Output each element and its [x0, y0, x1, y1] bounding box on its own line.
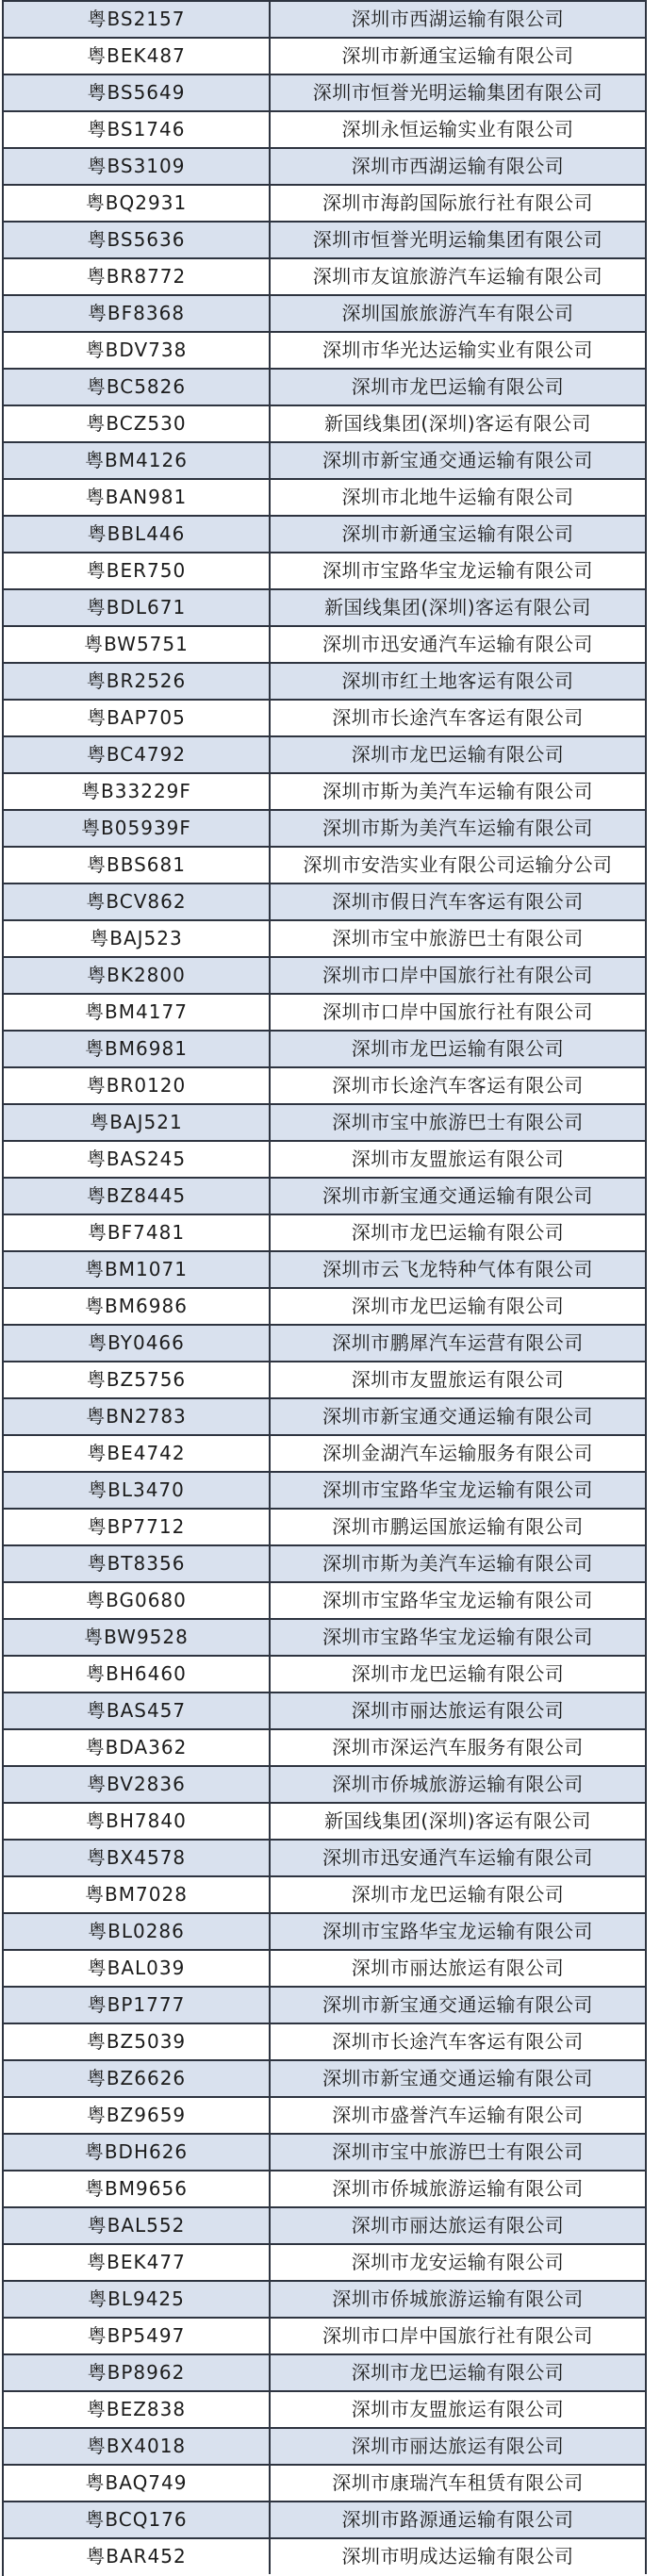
table-row: [4, 2280, 647, 2317]
table-row: [4, 1692, 647, 1728]
plate-cell: 粤BH6460: [4, 1657, 271, 1692]
company-cell: 深圳市宝路华宝龙运输有限公司: [271, 553, 647, 588]
plate-cell: 粤BCZ530: [4, 406, 271, 441]
company-cell: 深圳市龙巴运输有限公司: [271, 737, 647, 772]
plate-cell: 粤BQ2931: [4, 186, 271, 221]
plate-cell: 粤BR2526: [4, 664, 271, 699]
company-cell: 深圳市长途汽车客运有限公司: [271, 2024, 647, 2059]
company-cell: 深圳市口岸中国旅行社有限公司: [271, 958, 647, 993]
plate-cell: 粤BH7840: [4, 1804, 271, 1839]
company-cell: 深圳市友盟旅运有限公司: [271, 1142, 647, 1177]
plate-cell: 粤BC5826: [4, 370, 271, 405]
plate-cell: 粤BC4792: [4, 737, 271, 772]
table-row: [4, 2023, 647, 2059]
table-row: [4, 588, 647, 625]
table-row: [4, 184, 647, 221]
table-row: [4, 809, 647, 846]
company-cell: 深圳市宝中旅游巴士有限公司: [271, 1105, 647, 1140]
plate-cell: 粤BK2800: [4, 958, 271, 993]
company-cell: 深圳市宝路华宝龙运输有限公司: [271, 1914, 647, 1949]
table-row: [4, 2243, 647, 2280]
plate-cell: 粤BDV738: [4, 333, 271, 368]
plate-cell: 粤BS5636: [4, 223, 271, 257]
table-row: [4, 1250, 647, 1287]
plate-cell: 粤BAS245: [4, 1142, 271, 1177]
plate-cell: 粤BZ6626: [4, 2061, 271, 2096]
table-row: [4, 1434, 647, 1471]
plate-cell: 粤BM6981: [4, 1032, 271, 1066]
plate-cell: 粤BBL446: [4, 517, 271, 552]
plate-cell: 粤BS2157: [4, 2, 271, 37]
table-row: [4, 2317, 647, 2353]
table-row: [4, 1103, 647, 1140]
table-row: [4, 147, 647, 184]
company-cell: 深圳市丽达旅运有限公司: [271, 2429, 647, 2464]
company-cell: 深圳市侨城旅游运输有限公司: [271, 2282, 647, 2317]
company-cell: 深圳市新通宝运输有限公司: [271, 517, 647, 552]
company-cell: 深圳市口岸中国旅行社有限公司: [271, 995, 647, 1030]
table-row: [4, 294, 647, 331]
plate-cell: 粤BX4018: [4, 2429, 271, 2464]
plate-cell: 粤BAJ521: [4, 1105, 271, 1140]
plate-cell: 粤B33229F: [4, 774, 271, 809]
table-row: [4, 257, 647, 294]
company-cell: 深圳市丽达旅运有限公司: [271, 1693, 647, 1728]
company-cell: 深圳市北地牛运输有限公司: [271, 480, 647, 515]
company-cell: 深圳市龙安运输有限公司: [271, 2245, 647, 2280]
plate-cell: 粤BS3109: [4, 149, 271, 184]
company-cell: 深圳市侨城旅游运输有限公司: [271, 1767, 647, 1802]
plate-cell: 粤BAP705: [4, 701, 271, 735]
plate-cell: 粤BL3470: [4, 1473, 271, 1508]
company-cell: 深圳市深运汽车服务有限公司: [271, 1730, 647, 1765]
company-cell: 深圳市云飞龙特种气体有限公司: [271, 1252, 647, 1287]
company-cell: 深圳市丽达旅运有限公司: [271, 2208, 647, 2243]
table-row: [4, 2096, 647, 2133]
company-cell: 深圳市侨城旅游运输有限公司: [271, 2171, 647, 2206]
company-cell: 深圳市恒誉光明运输集团有限公司: [271, 75, 647, 110]
table-row: [4, 1397, 647, 1434]
table-row: [4, 2206, 647, 2243]
table-row: [4, 1361, 647, 1397]
table-row: [4, 368, 647, 405]
table-row: [4, 699, 647, 735]
table-row: [4, 1508, 647, 1544]
plate-cell: 粤BF7481: [4, 1215, 271, 1250]
company-cell: 深圳市华光达运输实业有限公司: [271, 333, 647, 368]
company-cell: 深圳市龙巴运输有限公司: [271, 1289, 647, 1324]
table-row: [4, 1839, 647, 1875]
table-row: [4, 919, 647, 956]
plate-cell: 粤BL0286: [4, 1914, 271, 1949]
table-row: [4, 2170, 647, 2206]
table-row: [4, 883, 647, 919]
company-cell: 深圳市红土地客运有限公司: [271, 664, 647, 699]
plate-cell: 粤BAL552: [4, 2208, 271, 2243]
company-cell: 深圳市友盟旅运有限公司: [271, 1362, 647, 1397]
table-row: [4, 221, 647, 257]
company-cell: 深圳市明成达运输有限公司: [271, 2539, 647, 2574]
plate-cell: 粤BR8772: [4, 259, 271, 294]
company-cell: 深圳市迅安通汽车运输有限公司: [271, 627, 647, 662]
plate-cell: 粤BCV862: [4, 884, 271, 919]
plate-cell: 粤B05939F: [4, 811, 271, 846]
company-cell: 深圳市西湖运输有限公司: [271, 2, 647, 37]
table-row: [4, 846, 647, 883]
plate-table: [2, 0, 647, 2576]
company-cell: 深圳市新宝通交通运输有限公司: [271, 443, 647, 478]
table-row: [4, 1728, 647, 1765]
company-cell: 深圳金湖汽车运输服务有限公司: [271, 1436, 647, 1471]
plate-cell: 粤BF8368: [4, 296, 271, 331]
plate-cell: 粤BR0120: [4, 1068, 271, 1103]
table-row: [4, 1471, 647, 1508]
plate-cell: 粤BE4742: [4, 1436, 271, 1471]
plate-cell: 粤BL9425: [4, 2282, 271, 2317]
table-row: [4, 110, 647, 147]
company-cell: 深圳市海韵国际旅行社有限公司: [271, 186, 647, 221]
company-cell: 深圳市恒誉光明运输集团有限公司: [271, 223, 647, 257]
table-row: [4, 478, 647, 515]
table-row: [4, 405, 647, 441]
table-row: [4, 1765, 647, 1802]
plate-cell: 粤BP7712: [4, 1510, 271, 1544]
company-cell: 深圳市口岸中国旅行社有限公司: [271, 2319, 647, 2353]
company-cell: 深圳市康瑞汽车租赁有限公司: [271, 2466, 647, 2501]
plate-cell: 粤BZ5756: [4, 1362, 271, 1397]
company-cell: 深圳市新宝通交通运输有限公司: [271, 2061, 647, 2096]
table-row: [4, 1066, 647, 1103]
table-row: [4, 515, 647, 552]
plate-cell: 粤BAQ749: [4, 2466, 271, 2501]
table-row: [4, 1544, 647, 1581]
plate-cell: 粤BW5751: [4, 627, 271, 662]
company-cell: 深圳市西湖运输有限公司: [271, 149, 647, 184]
plate-cell: 粤BM6986: [4, 1289, 271, 1324]
table-row: [4, 2390, 647, 2427]
plate-cell: 粤BX4578: [4, 1841, 271, 1875]
plate-cell: 粤BM4177: [4, 995, 271, 1030]
company-cell: 深圳永恒运输实业有限公司: [271, 112, 647, 147]
company-cell: 深圳市宝路华宝龙运输有限公司: [271, 1473, 647, 1508]
plate-cell: 粤BM9656: [4, 2171, 271, 2206]
company-cell: 深圳市长途汽车客运有限公司: [271, 701, 647, 735]
company-cell: 深圳市友盟旅运有限公司: [271, 2392, 647, 2427]
company-cell: 深圳市斯为美汽车运输有限公司: [271, 811, 647, 846]
company-cell: 深圳市鹏运国旅运输有限公司: [271, 1510, 647, 1544]
plate-cell: 粤BM1071: [4, 1252, 271, 1287]
table-row: [4, 1581, 647, 1618]
company-cell: 深圳市迅安通汽车运输有限公司: [271, 1841, 647, 1875]
table-row: [4, 1875, 647, 1912]
plate-cell: 粤BZ5039: [4, 2024, 271, 2059]
plate-cell: 粤BS1746: [4, 112, 271, 147]
table-row: [4, 1140, 647, 1177]
table-row: [4, 2537, 647, 2574]
plate-cell: 粤BER750: [4, 553, 271, 588]
company-cell: 深圳市斯为美汽车运输有限公司: [271, 774, 647, 809]
company-cell: 深圳市新宝通交通运输有限公司: [271, 1179, 647, 1214]
company-cell: 深圳市新宝通交通运输有限公司: [271, 1988, 647, 2023]
plate-cell: 粤BEK477: [4, 2245, 271, 2280]
company-cell: 深圳市鹏犀汽车运营有限公司: [271, 1326, 647, 1361]
table-row: [4, 0, 647, 37]
plate-cell: 粤BDA362: [4, 1730, 271, 1765]
company-cell: 新国线集团(深圳)客运有限公司: [271, 406, 647, 441]
plate-cell: 粤BDL671: [4, 590, 271, 625]
company-cell: 深圳市丽达旅运有限公司: [271, 1951, 647, 1986]
plate-cell: 粤BDH626: [4, 2135, 271, 2170]
plate-cell: 粤BG0680: [4, 1583, 271, 1618]
company-cell: 深圳市斯为美汽车运输有限公司: [271, 1546, 647, 1581]
plate-cell: 粤BP5497: [4, 2319, 271, 2353]
plate-cell: 粤BY0466: [4, 1326, 271, 1361]
company-cell: 深圳市盛誉汽车运输有限公司: [271, 2098, 647, 2133]
plate-cell: 粤BAS457: [4, 1693, 271, 1728]
table-row: [4, 1177, 647, 1214]
plate-cell: 粤BAL039: [4, 1951, 271, 1986]
table-row: [4, 1802, 647, 1839]
table-row: [4, 2464, 647, 2501]
company-cell: 深圳市龙巴运输有限公司: [271, 370, 647, 405]
company-cell: 深圳市假日汽车客运有限公司: [271, 884, 647, 919]
plate-cell: 粤BAN981: [4, 480, 271, 515]
table-row: [4, 2059, 647, 2096]
company-cell: 深圳市龙巴运输有限公司: [271, 1032, 647, 1066]
plate-cell: 粤BM7028: [4, 1877, 271, 1912]
table-row: [4, 1287, 647, 1324]
plate-cell: 粤BAR452: [4, 2539, 271, 2574]
company-cell: 深圳市长途汽车客运有限公司: [271, 1068, 647, 1103]
company-cell: 新国线集团(深圳)客运有限公司: [271, 1804, 647, 1839]
plate-cell: 粤BEZ838: [4, 2392, 271, 2427]
plate-cell: 粤BP1777: [4, 1988, 271, 2023]
plate-cell: 粤BP8962: [4, 2355, 271, 2390]
company-cell: 深圳市新宝通交通运输有限公司: [271, 1399, 647, 1434]
table-row: [4, 552, 647, 588]
company-cell: 深圳市安浩实业有限公司运输分公司: [271, 848, 647, 883]
table-row: [4, 772, 647, 809]
company-cell: 新国线集团(深圳)客运有限公司: [271, 590, 647, 625]
plate-cell: 粤BT8356: [4, 1546, 271, 1581]
plate-cell: 粤BM4126: [4, 443, 271, 478]
company-cell: 深圳市龙巴运输有限公司: [271, 2355, 647, 2390]
plate-cell: 粤BZ8445: [4, 1179, 271, 1214]
company-cell: 深圳市宝中旅游巴士有限公司: [271, 2135, 647, 2170]
table-row: [4, 1030, 647, 1066]
company-cell: 深圳市宝路华宝龙运输有限公司: [271, 1620, 647, 1655]
plate-cell: 粤BV2836: [4, 1767, 271, 1802]
table-row: [4, 2501, 647, 2537]
company-cell: 深圳市龙巴运输有限公司: [271, 1215, 647, 1250]
table-row: [4, 2133, 647, 2170]
company-cell: 深圳市路源通运输有限公司: [271, 2502, 647, 2537]
table-row: [4, 1949, 647, 1986]
table-row: [4, 331, 647, 368]
company-cell: 深圳市宝中旅游巴士有限公司: [271, 921, 647, 956]
table-row: [4, 956, 647, 993]
plate-cell: 粤BZ9659: [4, 2098, 271, 2133]
plate-cell: 粤BCQ176: [4, 2502, 271, 2537]
table-row: [4, 74, 647, 110]
table-row: [4, 1618, 647, 1655]
table-row: [4, 37, 647, 74]
plate-cell: 粤BS5649: [4, 75, 271, 110]
company-cell: 深圳市龙巴运输有限公司: [271, 1657, 647, 1692]
table-row: [4, 441, 647, 478]
plate-cell: 粤BW9528: [4, 1620, 271, 1655]
company-cell: 深圳市新通宝运输有限公司: [271, 39, 647, 74]
table-row: [4, 993, 647, 1030]
table-row: [4, 2353, 647, 2390]
company-cell: 深圳国旅旅游汽车有限公司: [271, 296, 647, 331]
table-row: [4, 2427, 647, 2464]
plate-cell: 粤BEK487: [4, 39, 271, 74]
table-row: [4, 1324, 647, 1361]
table-row: [4, 1986, 647, 2023]
table-row: [4, 1912, 647, 1949]
table-row: [4, 1214, 647, 1250]
company-cell: 深圳市宝路华宝龙运输有限公司: [271, 1583, 647, 1618]
plate-cell: 粤BAJ523: [4, 921, 271, 956]
table-row: [4, 625, 647, 662]
company-cell: 深圳市友谊旅游汽车运输有限公司: [271, 259, 647, 294]
plate-cell: 粤BN2783: [4, 1399, 271, 1434]
table-row: [4, 1655, 647, 1692]
company-cell: 深圳市龙巴运输有限公司: [271, 1877, 647, 1912]
table-row: [4, 662, 647, 699]
table-row: [4, 735, 647, 772]
plate-cell: 粤BBS681: [4, 848, 271, 883]
